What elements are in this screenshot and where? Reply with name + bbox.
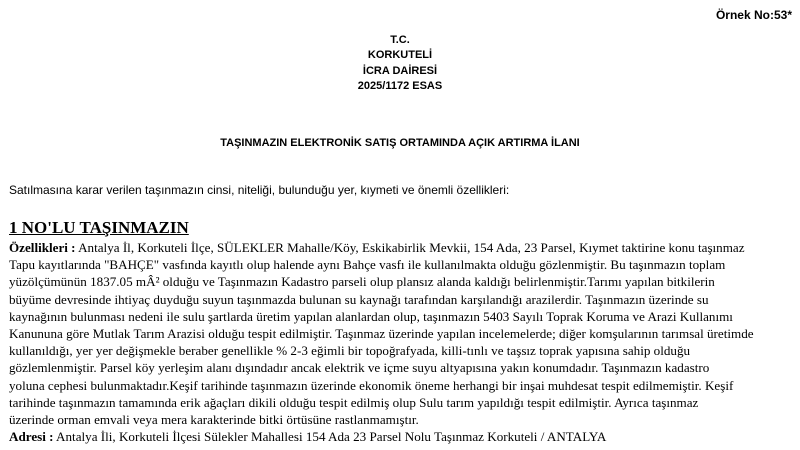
property-details: [9, 239, 799, 445]
features-line: gözlemlenmiştir. Parsel köy yerleşim alanı dışındadır ancak elektrik ve içme suyu altyapısına yakın konumdadır. Taşınmazın kadastro: [9, 360, 710, 376]
header-line-tc: T.C.: [390, 34, 410, 46]
features-line: Kanununa göre Mutlak Tarım Arazisi olduğu tespit edilmiştir. Taşınmaz üzerinde yapılan incelemelerde; diğer komşularının tarımsal üretimde: [9, 326, 754, 342]
features-line: büyüme devresinde ihtiyaç duyduğu suyun taşınmazda bulunan su kaynağı tarafından karşılandığı arazilerdir. Taşınmazın üzerinde su: [9, 291, 709, 307]
header-line-office: İCRA DAİRESİ: [362, 64, 438, 77]
features-line: Tapu kayıtlarında "BAHÇE" vasfında kayıtlı olup halende aynı Bahçe vasfı ile kullanılmakta olduğu gözlenmiştir. Bu taşınmazın toplam: [9, 257, 726, 273]
sample-number: Örnek No:53*: [715, 8, 792, 22]
features-line: tarihinde taşınmazın tamamında erik ağaçları dikili olduğu tespit edilmiş olup Sulu tarım yapıldığı tespit edilmiştir. Ayrıca taşınmaz: [9, 394, 699, 410]
notice-title: TAŞINMAZIN ELEKTRONİK SATIŞ ORTAMINDA AÇIK ARTIRMA İLANI: [220, 137, 580, 149]
intro-text: Satılmasına karar verilen taşınmazın cinsi, niteliği, bulunduğu yer, kıymeti ve önemli özellikleri:: [9, 183, 510, 197]
features-line: yüzölçümünün 1837.05 mÂ² olduğu ve Taşınmazın Kadastro parseli olup plansız alanda kaldığı belirlenmiştir.Tarımı yapılan bitkilerin: [9, 274, 715, 290]
address-label: Adresi :: [9, 429, 54, 445]
header-line-case-no: 2025/1172 ESAS: [357, 79, 443, 92]
features-line: yoluna cephesi bulunmaktadır.Keşif tarihinde taşınmazın üzerinde ekonomik öneme herhangi bir inşai muhdesat tespit edilmemiştir. Keşif: [9, 377, 734, 393]
features-text: Antalya İl, Korkuteli İlçe, SÜLEKLER Mahalle/Köy, Eskikabirlik Mevkii, 154 Ada, 23 Parsel, Kıymet taktirine konu taşınmaz: [75, 240, 745, 255]
address-text: Antalya İli, Korkuteli İlçesi Sülekler Mahallesi 154 Ada 23 Parsel Nolu Taşınmaz Korkuteli / ANTALYA: [53, 429, 607, 445]
header-line-district: KORKUTELİ: [367, 49, 433, 62]
features-label: Özellikleri :: [9, 240, 76, 255]
features-line: kullanıldığı, yer yer değişmekle beraber genellikle % 2-3 eğimli bir topoğrafyada, killi-tınlı ve taşsız toprak yapısına sahip olduğu: [9, 343, 691, 359]
court-header: [0, 33, 800, 94]
features-line: [9, 239, 799, 256]
property-heading: 1 NO'LU TAŞINMAZIN: [9, 218, 189, 237]
address-line: [9, 428, 799, 445]
features-line: kaynağının bulunması nedeni ile sulu şartlarda üretim yapılan alanlardan olup, taşınmazın 5403 Sayılı Toprak Koruma ve Arazi Kullanımı: [9, 308, 733, 324]
features-line: üzerinde orman emvali veya mera karakterinde bitki örtüsüne rastlanmamıştır.: [9, 412, 419, 428]
